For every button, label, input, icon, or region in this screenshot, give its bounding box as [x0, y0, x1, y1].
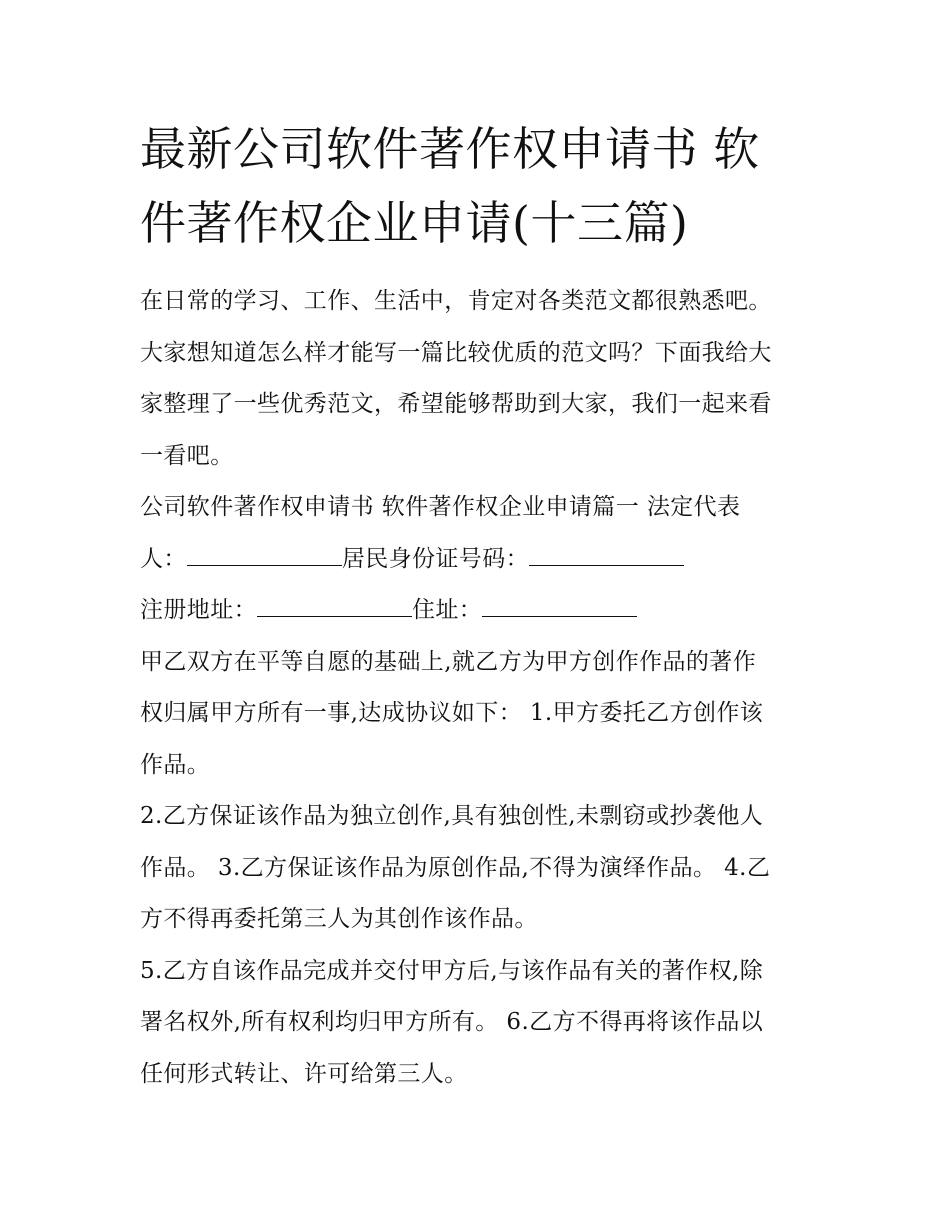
text-line: 2.乙方保证该作品为独立创作,具有独创性,未剽窃或抄袭他人	[140, 803, 764, 829]
text-line: 大家想知道怎么样才能写一篇比较优质的范文吗？下面我给大	[140, 339, 772, 366]
field-label: 住址：	[412, 597, 483, 623]
title-line: 件著作权企业申请(十三篇)	[140, 196, 689, 250]
section-heading	[140, 482, 812, 585]
fill-blank-line	[482, 598, 637, 617]
text-line: 一看吧。	[140, 442, 234, 469]
text-line: 公司软件著作权申请书 软件著作权企业申请篇一 法定代表	[140, 494, 741, 520]
field-label: 居民身份证号码：	[341, 545, 530, 572]
title-line: 最新公司软件著作权申请书 软	[140, 122, 760, 176]
fill-blank-line	[187, 547, 342, 566]
text-line: 家整理了一些优秀范文，希望能够帮助到大家，我们一起来看	[140, 391, 772, 417]
address-fields	[140, 585, 812, 637]
text-line: 作品。 3.乙方保证该作品为原创作品,不得为演绎作品。 4.乙	[140, 854, 771, 881]
text-line: 在日常的学习、工作、生活中，肯定对各类范文都很熟悉吧。	[140, 288, 772, 314]
clause-5-paragraph	[140, 946, 812, 1101]
text-line: 5.乙方自该作品完成并交付甲方后,与该作品有关的著作权,除	[140, 957, 764, 984]
field-label: 人：	[140, 545, 187, 572]
text-line: 方不得再委托第三人为其创作该作品。	[140, 906, 538, 932]
document-body	[140, 112, 812, 1100]
document-title	[140, 112, 812, 260]
address-row	[140, 585, 812, 637]
text-line: 权归属甲方所有一事,达成协议如下： 1.甲方委托乙方创作该	[140, 700, 764, 726]
clause-2-paragraph	[140, 791, 812, 946]
text-line: 作品。	[140, 751, 211, 778]
fill-blank-line	[257, 598, 412, 617]
text-line: 任何形式转让、许可给第三人。	[140, 1060, 468, 1087]
field-label: 注册地址：	[140, 597, 257, 623]
agreement-paragraph	[140, 637, 812, 792]
text-line: 甲乙双方在平等自愿的基础上,就乙方为甲方创作作品的著作	[140, 648, 757, 675]
intro-paragraph	[140, 276, 812, 482]
fill-blank-line	[529, 547, 684, 566]
legal-representative-row	[140, 534, 812, 586]
text-line: 署名权外,所有权利均归甲方所有。 6.乙方不得再将该作品以	[140, 1009, 764, 1035]
